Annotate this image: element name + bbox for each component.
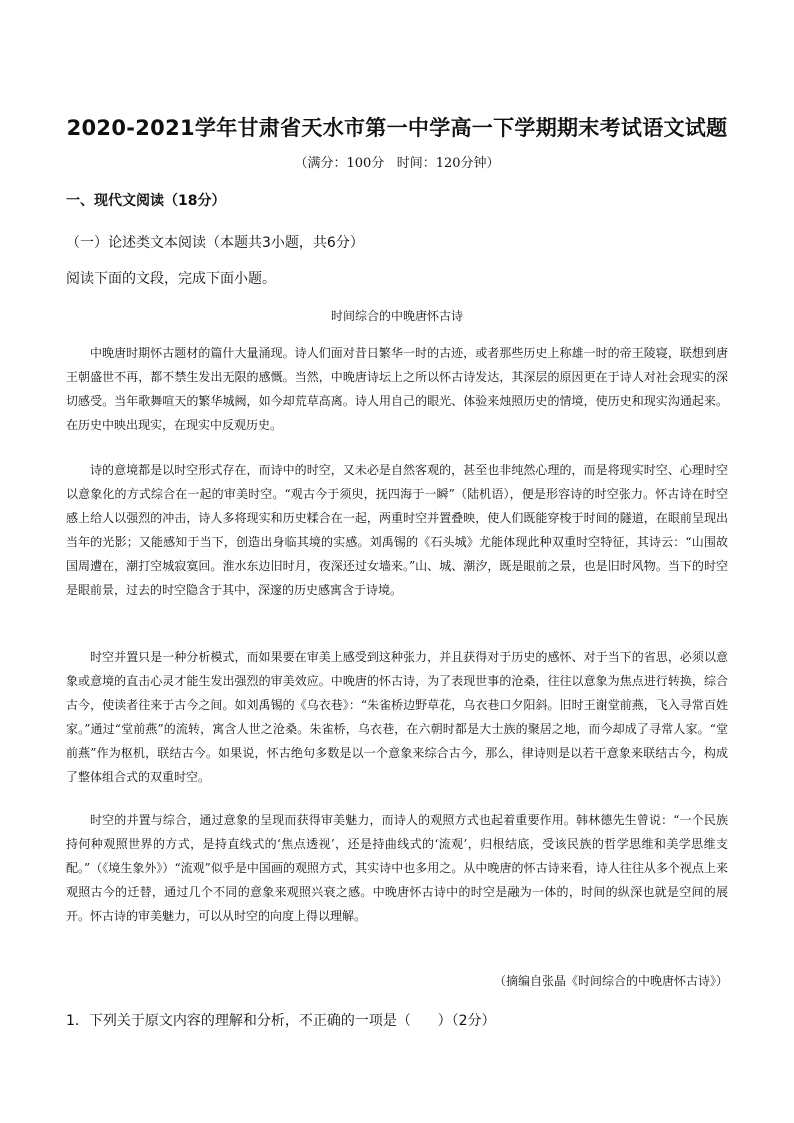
exam-subtitle: （满分：100分 时间：120分钟） <box>294 156 500 171</box>
passage-paragraph-2: 诗的意境都是以时空形式存在，而诗中的时空，又未必是自然客观的，甚至也非纯然心理的，而是将现实时空、心理时空以意象化的方式综合在一起的审美时空。“观古今于须臾，抚四海于一瞬”（陆机语），便是形容诗的时空张力。怀古诗在时空感上给人以强烈的冲击，诗人多将现实和历史糅合在一起，两重时空并置叠映，使人们既能穿梭于时间的隧道，在眼前呈现出当年的光影；又能感知于当下，创造出身临其境的实感。刘禹锡的《石头城》尤能体现此种双重时空特征，其诗云：“山围故国周遭在，潮打空城寂寞回。淮水东边旧时月，夜深还过女墙来。”山、城、潮汐，既是眼前之景，也是旧时风物。当下的时空是眼前景，过去的时空隐含于其中，深邃的历史感寓含于诗境。 <box>66 463 728 597</box>
section-heading: 一、现代文阅读（18分） <box>66 193 226 209</box>
passage-paragraph-4: 时空的并置与综合，通过意象的呈现而获得审美魅力，而诗人的观照方式也起着重要作用。韩林德先生曾说：“一个民族持何种观照世界的方式，是持直线式的‘焦点透视’，还是持曲线式的‘流观’，归根结底，受该民族的哲学思维和美学思维支配。”（《境生象外》）“流观”似乎是中国画的观照方式，其实诗中也多用之。从中晚唐的怀古诗来看，诗人往往从多个视点上来观照古今的迁替，通过几个不同的意象来观照兴衰之感。中晚唐怀古诗中的时空是融为一体的，时间的纵深也就是空间的展开。怀古诗的审美魅力，可以从时空的向度上得以理解。 <box>66 813 728 923</box>
passage-paragraph-3: 时空并置只是一种分析模式，而如果要在审美上感受到这种张力，并且获得对于历史的感怀、对于当下的省思，必须以意象或意境的直击心灵才能生发出强烈的审美效应。中晚唐的怀古诗，为了表现世事的沧桑，往往以意象为焦点进行转换，综合古今，使读者往来于古今之间。如刘禹锡的《乌衣巷》：“朱雀桥边野草花，乌衣巷口夕阳斜。旧时王谢堂前燕，飞入寻常百姓家。”通过“堂前燕”的流转，寓含人世之沧桑。朱雀桥，乌衣巷，在六朝时都是大士族的聚居之地，而今却成了寻常人家。“堂前燕”作为枢机，联结古今。如果说，怀古绝句多数是以一个意象来综合古今，那么，律诗则是以若干意象来联结古今，构成了整体组合式的双重时空。 <box>66 650 728 784</box>
sub-section-heading: （一）论述类文本阅读（本题共3小题，共6分） <box>66 235 364 251</box>
reading-instruction: 阅读下面的文段，完成下面小题。 <box>66 271 276 287</box>
question-1-stem: 1．下列关于原文内容的理解和分析，不正确的一项是（ ）（2分） <box>66 1013 496 1029</box>
passage-title: 时间综合的中晚唐怀古诗 <box>330 309 463 323</box>
exam-title: 2020-2021学年甘肃省天水市第一中学高一下学期期末考试语文试题 <box>66 116 728 140</box>
passage-paragraph-1: 中晚唐时期怀古题材的篇什大量涌现。诗人们面对昔日繁华一时的古迹，或者那些历史上称雄一时的帝王陵寝，联想到唐王朝盛世不再，都不禁生发出无限的感慨。当然，中晚唐诗坛上之所以怀古诗发达，其深层的原因更在于诗人对社会现实的深切感受。当年歌舞喧天的繁华城阙，如今却荒草高离。诗人用自己的眼光、体验来烛照历史的情境，使历史和现实沟通起来。在历史中映出现实，在现实中反观历史。 <box>66 346 728 432</box>
passage-source: （摘编自张晶《时间综合的中晚唐怀古诗》） <box>493 974 728 988</box>
